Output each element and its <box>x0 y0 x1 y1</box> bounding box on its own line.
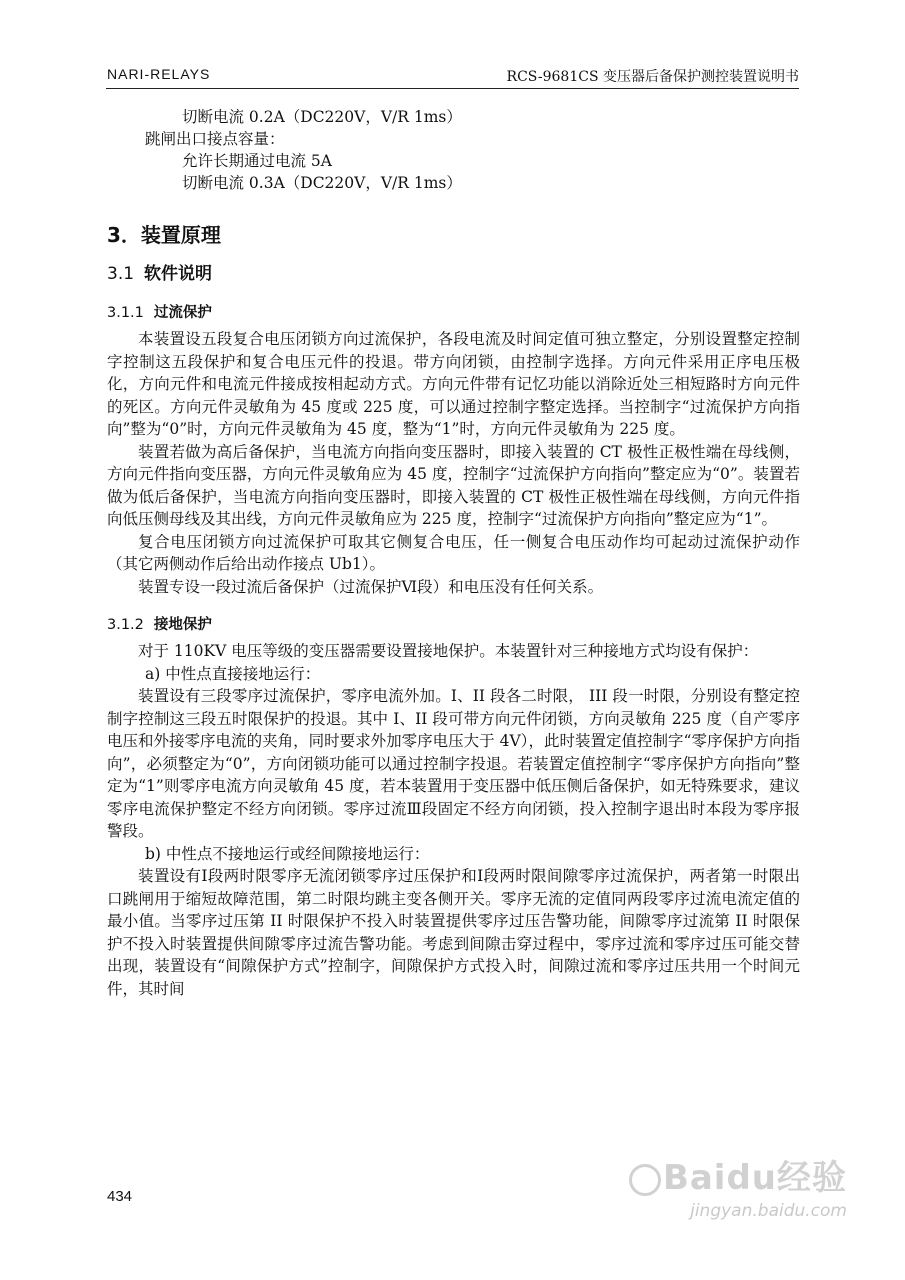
baidu-watermark <box>627 1150 847 1221</box>
list-item: b) 中性点不接地运行或经间隙接地运行： <box>145 844 430 863</box>
page-number: 434 <box>107 1188 133 1205</box>
header-document-title: RCS-9681CS 变压器后备保护测控装置说明书 <box>506 69 799 85</box>
watermark-logo-text: Baidu经验 <box>662 1158 847 1198</box>
section-heading-3-1 <box>107 262 800 286</box>
section-title: 过流保护 <box>153 305 212 321</box>
spec-line: 切断电流 0.2A（DC220V，V/R 1ms） <box>182 108 462 126</box>
paragraph: 装置设有三段零序过流保护，零序电流外加。I、II 段各二时限， III 段一时限，分别设有整定控制字控制这三段五时限保护的投退。其中 I、II 段可带方向元件闭锁，方向灵敏角 225 度（自产零序电压和外接零序电流的夹角，同时要求外加零序电压大于 4V），此时装置定值控制字“零序保护方向指向”，必须整定为“0”，方向闭锁功能可以通过控制字投退。若装置定值控制字“零序保护方向指向”整定为“1”则零序电流方向灵敏角 45 度，若本装置用于变压器中低压侧后备保护，如无特殊要求，建议零序电流保护整定不经方向闭锁。零序过流Ⅲ段固定不经方向闭锁，投入控制字退出时本段为零序报警段。 <box>107 687 800 840</box>
header-brand: NARI-RELAYS <box>107 66 211 82</box>
spec-line: 跳闸出口接点容量： <box>145 130 285 148</box>
section-heading-3 <box>107 222 800 248</box>
paragraph: 复合电压闭锁方向过流保护可取其它侧复合电压，任一侧复合电压动作均可起动过流保护动作（其它两侧动作后给出动作接点 Ub1）。 <box>107 532 800 573</box>
paragraph: 装置若做为高后备保护，当电流方向指向变压器时，即接入装置的 CT 极性正极性端在母线侧，方向元件指向变压器，方向元件灵敏角应为 45 度，控制字“过流保护方向指向”整定应为“0”。装置若做为低后备保护，当电流方向指向变压器时，即接入装置的 CT 极性正极性端在母线侧，方向元件指向低压侧母线及其出线，方向元件灵敏角应为 225 度，控制字“过流保护方向指向”整定应为“1”。 <box>107 442 800 528</box>
section-number: 3.1 <box>107 264 135 284</box>
section-number: 3． <box>107 223 141 247</box>
list-item: a) 中性点直接接地运行： <box>145 664 321 683</box>
section-heading-3-1-2 <box>107 614 800 636</box>
section-title: 接地保护 <box>153 617 212 633</box>
header-divider <box>106 88 799 89</box>
watermark-url: jingyan.baidu.com <box>690 1201 847 1221</box>
paragraph: 对于 110KV 电压等级的变压器需要设置接地保护。本装置针对三种接地方式均设有保护： <box>138 642 759 660</box>
section-title: 软件说明 <box>144 264 213 284</box>
section-number: 3.1.1 <box>107 305 144 321</box>
section-heading-3-1-1 <box>107 302 800 324</box>
section-title: 装置原理 <box>140 223 221 247</box>
spec-line: 允许长期通过电流 5A <box>182 152 332 170</box>
watermark-logo <box>627 1150 847 1199</box>
section-number: 3.1.2 <box>107 617 144 633</box>
paragraph: 本装置设五段复合电压闭锁方向过流保护，各段电流及时间定值可独立整定，分别设置整定控制字控制这五段保护和复合电压元件的投退。带方向闭锁，由控制字选择。方向元件采用正序电压极化，方向元件和电流元件接成按相起动方式。方向元件带有记忆功能以消除近处三相短路时方向元件的死区。方向元件灵敏角为 45 度或 225 度，可以通过控制字整定选择。当控制字“过流保护方向指向”整为“0”时，方向元件灵敏角为 45 度，整为“1”时，方向元件灵敏角为 225 度。 <box>107 330 800 438</box>
paragraph: 装置设有Ⅰ段两时限零序无流闭锁零序过压保护和Ⅰ段两时限间隙零序过流保护，两者第一时限出口跳闸用于缩短故障范围，第二时限均跳主变各侧开关。零序无流的定值同两段零序过流电流定值的最小值。当零序过压第 II 时限保护不投入时装置提供零序过压告警功能，间隙零序过流第 II 时限保护不投入时装置提供间隙零序过流告警功能。考虑到间隙击穿过程中，零序过流和零序过压可能交替出现，装置设有“间隙保护方式”控制字，间隙保护方式投入时，间隙过流和零序过压共用一个时间元件，其时间 <box>107 867 800 998</box>
spec-line: 切断电流 0.3A（DC220V，V/R 1ms） <box>182 174 462 192</box>
paw-icon <box>629 1164 661 1196</box>
paragraph: 装置专设一段过流后备保护（过流保护Ⅵ段）和电压没有任何关系。 <box>138 577 604 596</box>
document-body <box>107 106 800 1000</box>
